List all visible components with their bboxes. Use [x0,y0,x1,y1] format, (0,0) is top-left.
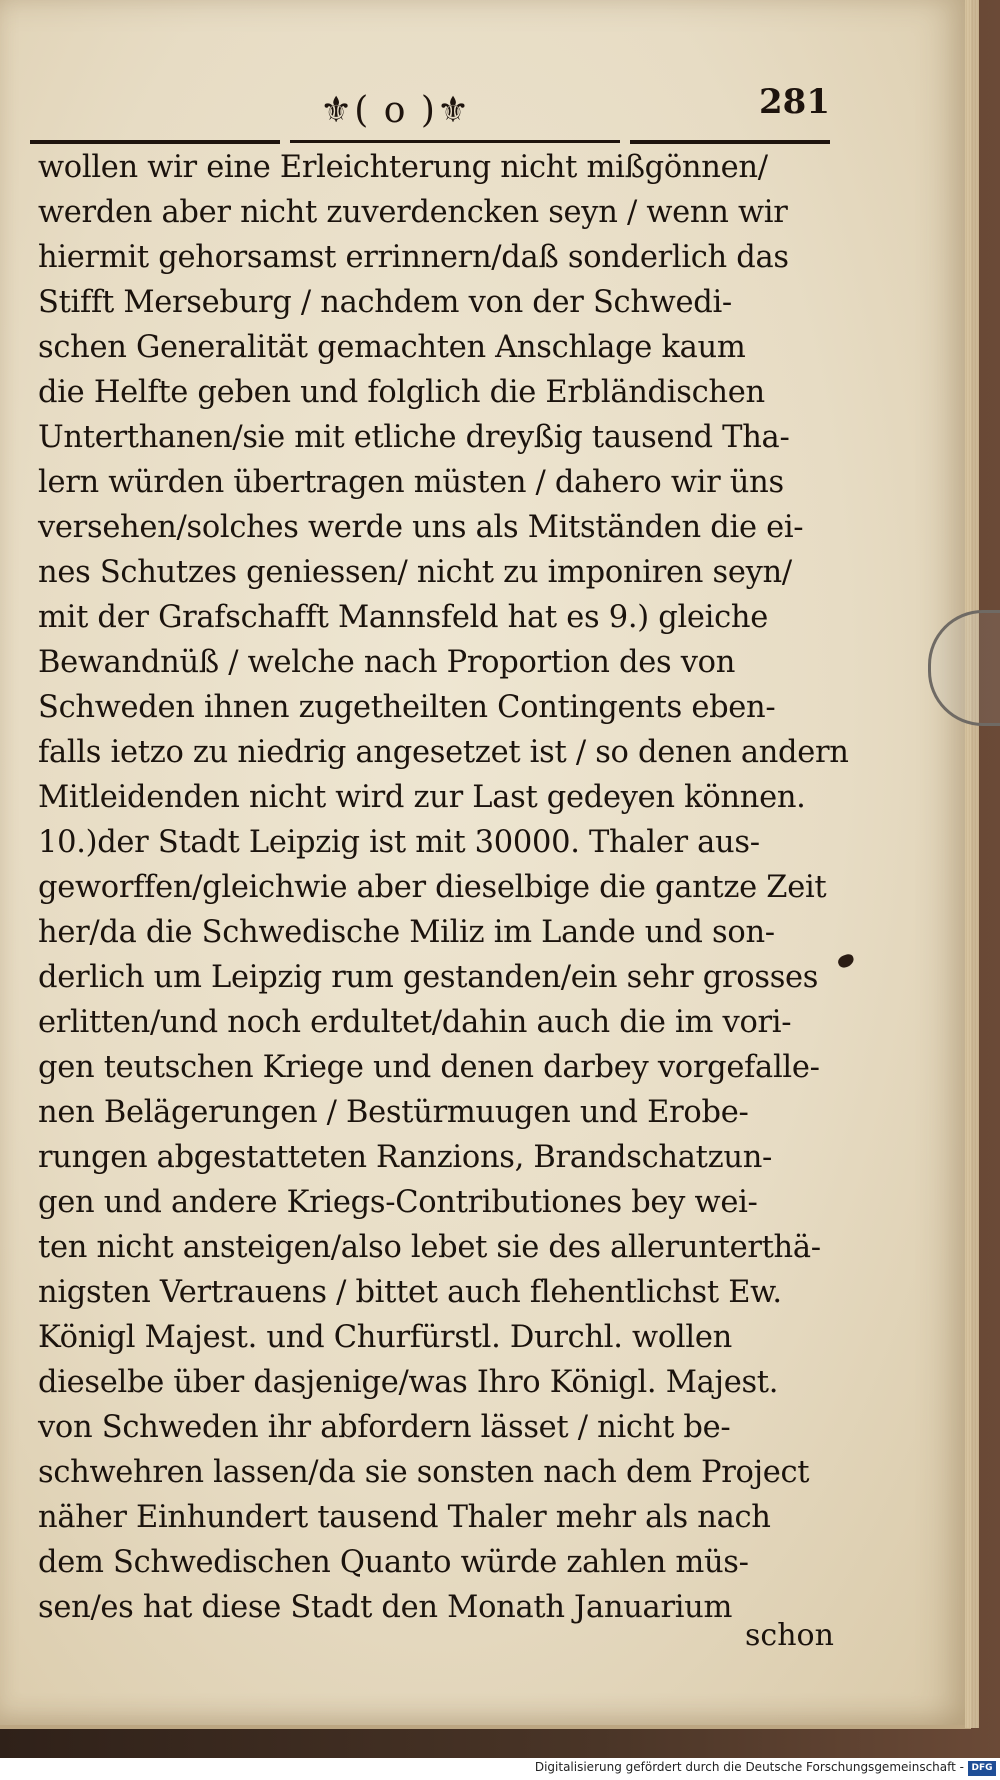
ink-blot [836,953,855,970]
text-line: Bewandnüß / welche nach Proportion des von [38,645,736,680]
dfg-logo-icon: DFG [968,1761,996,1776]
text-line: falls ietzo zu niedrig angesetzet ist / so denen andern [38,735,849,770]
text-line: näher Einhundert tausend Thaler mehr als nach [38,1500,771,1535]
text-line: Stifft Merseburg / nachdem von der Schwedi- [38,285,732,320]
text-line: nigsten Vertrauens / bittet auch flehentlichst Ew. [38,1275,782,1310]
text-line: gen teutschen Kriege und denen darbey vorgefalle- [38,1050,820,1085]
text-line: von Schweden ihr abfordern lässet / nicht be- [38,1410,731,1445]
body-text [38,145,849,1630]
header-ornament: ⚜( o )⚜ [320,90,472,131]
text-line: werden aber nicht zuverdencken seyn / wenn wir [38,195,788,230]
header-rule-right [630,140,830,144]
text-line: wollen wir eine Erleichterung nicht mißgönnen/ [38,150,768,185]
text-line: 10.)der Stadt Leipzig ist mit 30000. Thaler aus- [38,825,760,860]
text-line: schen Generalität gemachten Anschlage kaum [38,330,746,365]
text-line: her/da die Schwedische Miliz im Lande und son- [38,915,775,950]
text-line: gen und andere Kriegs-Contributiones bey wei- [38,1185,758,1220]
running-header [30,78,830,138]
text-line: dem Schwedischen Quanto würde zahlen müs- [38,1545,749,1580]
text-line: die Helfte geben und folglich die Erbländischen [38,375,765,410]
header-rule-middle [290,140,620,143]
page-number: 281 [759,82,830,122]
digitization-credit-bar [0,1758,1000,1780]
text-line: derlich um Leipzig rum gestanden/ein sehr grosses [38,960,819,995]
digitization-credit: Digitalisierung gefördert durch die Deutsche Forschungsgemeinschaft - [534,1760,964,1774]
text-line: versehen/solches werde uns als Mitständen die ei- [38,510,804,545]
text-line: dieselbe über dasjenige/was Ihro Königl. Majest. [38,1365,779,1400]
text-line: Unterthanen/sie mit etliche dreyßig tausend Tha- [38,420,790,455]
text-line: lern würden übertragen müsten / dahero wir üns [38,465,784,500]
text-line: schwehren lassen/da sie sonsten nach dem Project [38,1455,810,1490]
text-line: Königl Majest. und Churfürstl. Durchl. wollen [38,1320,732,1355]
text-line: Mitleidenden nicht wird zur Last gedeyen können. [38,780,806,815]
page-edge [965,0,979,1728]
text-line: rungen abgestatteten Ranzions, Brandschatzun- [38,1140,773,1175]
text-line: geworffen/gleichwie aber dieselbige die gantze Zeit [38,870,827,905]
text-line: erlitten/und noch erdultet/dahin auch die im vori- [38,1005,792,1040]
text-line: hiermit gehorsamst errinnern/daß sonderlich das [38,240,789,275]
text-line: nen Belägerungen / Bestürmuugen und Erobe- [38,1095,749,1130]
text-line: mit der Grafschafft Mannsfeld hat es 9.) gleiche [38,600,768,635]
text-line: Schweden ihnen zugetheilten Contingents eben- [38,690,776,725]
header-rule-left [30,140,280,144]
text-line: sen/es hat diese Stadt den Monath Januarium [38,1590,733,1625]
catchword: schon [745,1618,834,1653]
text-line: ten nicht ansteigen/also lebet sie des allerunterthä- [38,1230,821,1265]
text-line: nes Schutzes geniessen/ nicht zu imponiren seyn/ [38,555,792,590]
